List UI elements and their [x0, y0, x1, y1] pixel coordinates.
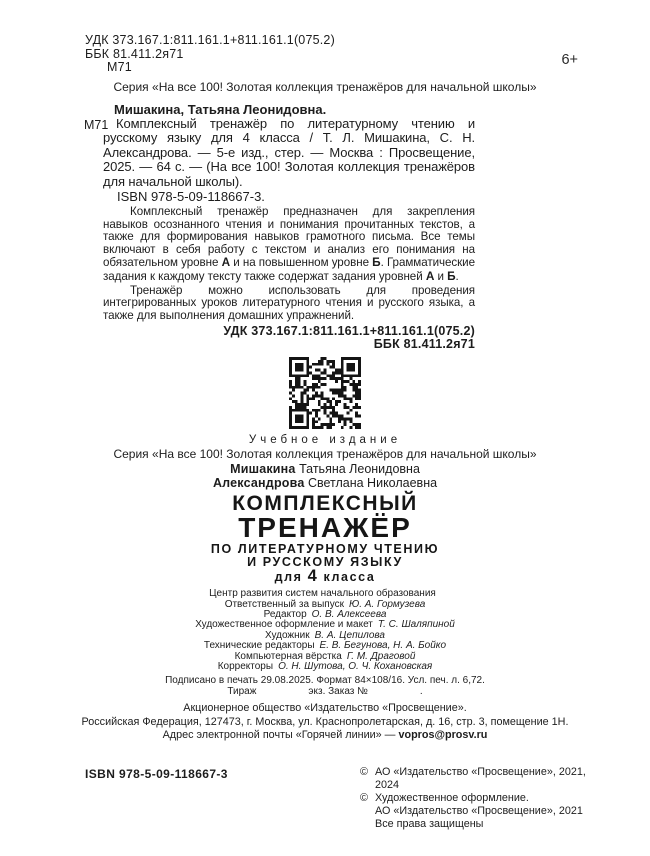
credit-line: Художественное оформление и макет Т. С. Шаляпиной — [195, 619, 455, 631]
credit-line: Ответственный за выпуск Ю. А. Гормузева — [224, 598, 426, 610]
title-subtitle-2: И РУССКОМУ ЯЗЫКУ — [247, 555, 403, 570]
series-line-bottom: Серия «На все 100! Золотая коллекция тренажёров для начальной школы» — [113, 447, 537, 462]
edition-type-line: Учебное издание — [248, 434, 402, 447]
title-line-1: КОМПЛЕКСНЫЙ — [232, 492, 418, 516]
credit-line: Центр развития систем начального образования — [209, 588, 436, 600]
qr-code-icon — [289, 357, 361, 429]
book-title-block — [0, 493, 650, 585]
authors-block — [0, 463, 650, 490]
credit-line: Технические редакторы Е. В. Бегунова, Н. А. Бойко — [203, 640, 447, 652]
bbk-line: ББК 81.411.2я71 — [85, 46, 184, 61]
publisher-email-line: Адрес электронной почты «Горячей линии» — vopros@prosv.ru — [162, 729, 488, 742]
author-line-2 — [0, 477, 650, 491]
series-line-top: Серия «На все 100! Золотая коллекция тренажёров для начальной школы» — [113, 79, 537, 94]
bibliographic-section — [84, 101, 475, 352]
isbn-footer: ISBN 978-5-09-118667-3 — [85, 767, 228, 781]
copyright-line: АО «Издательство «Просвещение», 2021 — [375, 804, 583, 817]
credit-line: Корректоры О. Н. Шутова, О. Ч. Кохановская — [217, 660, 433, 672]
classification-footer-block — [103, 325, 475, 351]
udk-bold-line: УДК 373.167.1:811.161.1+811.161.1(075.2) — [223, 324, 475, 339]
print-run-block — [0, 675, 650, 697]
copyright-block — [360, 766, 610, 831]
author-2-surname: Александрова — [212, 475, 305, 490]
grade-number: 4 — [307, 567, 319, 586]
publisher-address-line: Российская Федерация, 127473, г. Москва, ул. Краснопролетарская, д. 16, стр. 3, помещение 1Н. — [81, 715, 569, 728]
bib-isbn-line: ISBN 978-5-09-118667-3. — [117, 189, 265, 205]
copyright-line: © АО «Издательство «Просвещение», 2021, 2024 — [360, 766, 586, 791]
credit-line: Художник В. А. Цепилова — [265, 629, 385, 641]
udk-line: УДК 373.167.1:811.161.1+811.161.1(075.2) — [85, 33, 335, 47]
copyright-symbol: © — [360, 791, 368, 804]
bib-author-heading: Мишакина, Татьяна Леонидовна. — [114, 101, 327, 117]
annotation-paragraph-1: Комплексный тренажёр предназначен для закрепления навыков осознанного чтения и понимания прочитанных текстов, а также для формирования навыков грамотного письма. Все темы включают в себя работу с текстом и анализ его понимания на обязательном уровне А и на повышенном уровне Б. Грамматические задания к каждому тексту также содержат задания уровней А и Б. — [103, 205, 475, 283]
qr-code-container — [0, 357, 650, 429]
author-1-surname: Мишакина — [230, 462, 296, 477]
author-sign-code: М71 — [107, 60, 132, 74]
bbk-bold-line: ББК 81.411.2я71 — [373, 337, 475, 352]
bib-code: М71 — [84, 117, 109, 132]
title-grade-line: для 4 класса — [274, 567, 376, 586]
hotline-email: vopros@prosv.ru — [398, 729, 488, 742]
author-line-1 — [0, 463, 650, 477]
annotation-paragraph-2: Тренажёр можно использовать для проведения интегрированных уроков литературного чтения и русского языка, а также для выполнения домашних упражнений. — [103, 283, 475, 322]
credit-line: Редактор О. В. Алексеева — [263, 608, 387, 620]
publisher-block — [0, 702, 650, 742]
copyright-line: © Художественное оформление. — [360, 791, 529, 804]
copyright-symbol: © — [360, 766, 368, 778]
title-subtitle-1: ПО ЛИТЕРАТУРНОМУ ЧТЕНИЮ — [210, 542, 440, 557]
author-2-given: Светлана Николаевна — [307, 475, 438, 490]
title-line-2: ТРЕНАЖЁР — [238, 512, 412, 544]
credits-block — [0, 589, 650, 672]
copyright-line: Все права защищены — [375, 817, 484, 830]
author-1-given: Татьяна Леонидовна — [299, 462, 420, 477]
publisher-name-line: Акционерное общество «Издательство «Просвещение». — [183, 702, 467, 715]
age-rating-badge: 6+ — [561, 52, 578, 68]
print-info-line: Подписано в печать 29.08.2025. Формат 84×108/16. Усл. печ. л. 6,72. — [165, 675, 485, 687]
credit-line: Компьютерная вёрстка Г. М. Драговой — [234, 650, 416, 662]
bib-description: Комплексный тренажёр по литературному чтению и русскому языку для 4 класса / Т. Л. Мишакина, С. Н. Александрова. — 5-е изд., стер. — Москва : Просвещение, 2025. — 64 с. — (На все 100! Золотая коллекция тренажёров для начальной школы). — [103, 115, 475, 189]
print-tirazh-line: Тираж экз. Заказ № . — [227, 686, 423, 698]
